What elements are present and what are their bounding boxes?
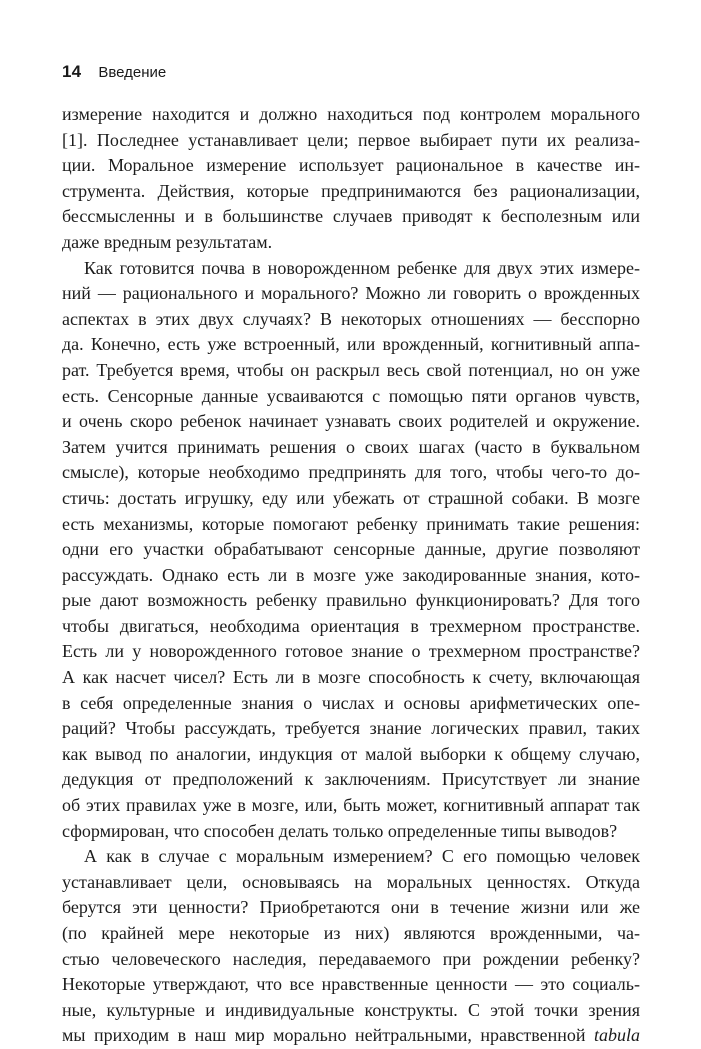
text-line: (по крайней мере некоторые из них) являются врожденными, ча- [62, 923, 640, 943]
text-line: струмента. Действия, которые предпринимаются без рационализации, [62, 180, 640, 201]
text-line: ции. Моральное измерение использует рациональное в качестве ин- [62, 155, 640, 176]
text-line: есть механизмы, которые помогают ребенку принимать такие решения: [62, 513, 640, 534]
text-line: стью человеческого наследия, передаваемого при рождении ребенку? [62, 948, 640, 969]
text-line: Некоторые утверждают, что все нравственные ценности — это социаль- [62, 974, 640, 995]
text-line: стичь: достать игрушку, еду или убежать от страшной собаки. В мозге [62, 487, 640, 508]
text-line: раций? Чтобы рассуждать, требуется знание логических правил, таких [62, 718, 640, 739]
text-line-content: мы приходим в наш мир морально нейтральными, нравственной [62, 1025, 586, 1046]
text-line: одни его участки обрабатывают сенсорные данные, другие позволяют [62, 539, 640, 560]
text-line: смысле), которые необходимо предпринять для того, чтобы чего-то до- [62, 462, 640, 483]
text-line: рассуждать. Однако есть ли в мозге уже закодированные знания, кото- [62, 564, 640, 585]
text-line: Есть ли у новорожденного готовое знание о трехмерном пространстве? [62, 641, 640, 662]
text-line: сформирован, что способен делать только определенные типы выводов? [62, 820, 618, 841]
text-line: Затем учится принимать решения о своих шагах (часто в буквальном [62, 436, 640, 457]
text-line: есть. Сенсорные данные усваиваются с помощью пяти органов чувств, [62, 385, 640, 406]
text-line: Как готовится почва в новорожденном ребенке для двух этих измере- [84, 257, 640, 278]
text-line: А как в случае с моральным измерением? С его помощью человек [84, 846, 640, 867]
text-line: ные, культурные и индивидуальные конструкты. С этой точки зрения [62, 999, 640, 1020]
text-line: как вывод по аналогии, индукция от малой выборки к общему случаю, [62, 743, 640, 764]
section-title: Введение [98, 64, 167, 81]
text-line: ний — рационального и морального? Можно ли говорить о врожденных [62, 283, 640, 304]
text-line: чтобы двигаться, необходима ориентация в трехмерном пространстве. [62, 615, 640, 636]
text-line: дедукция от предположений к заключениям. Присутствует ли знание [62, 769, 640, 790]
text-line: устанавливает цели, основываясь на моральных ценностях. Откуда [62, 871, 640, 892]
text-line: бессмысленны и в большинстве случаев приводят к бесполезным или [62, 206, 640, 227]
text-line: А как насчет чисел? Есть ли в мозге способность к счету, включающая [62, 667, 640, 688]
text-line: об этих правилах уже в мозге, или, быть может, когнитивный аппарат так [62, 795, 640, 816]
text-line: аспектах в этих двух случаях? В некоторых отношениях — бесспорно [62, 308, 640, 329]
text-line: рат. Требуется время, чтобы он раскрыл весь свой потенциал, но он уже [62, 359, 640, 380]
text-line: берутся эти ценности? Приобретаются они в течение жизни или же [62, 897, 640, 918]
page-number: 14 [62, 62, 82, 81]
running-header [62, 62, 166, 86]
text-line: и очень скоро ребенок начинает узнавать своих родителей и окружение. [62, 411, 640, 432]
italic-term: tabula [593, 1025, 640, 1046]
body-text [62, 102, 640, 1049]
text-line: даже вредным результатам. [62, 231, 273, 252]
text-line: рые дают возможность ребенку правильно функционировать? Для того [62, 590, 640, 611]
text-line: в себя определенные знания о числах и основы арифметических опе- [62, 692, 640, 713]
text-line: да. Конечно, есть уже встроенный, или врожденный, когнитивный аппа- [62, 334, 640, 355]
text-line: измерение находится и должно находиться под контролем морального [62, 104, 640, 124]
text-line [62, 1023, 640, 1049]
text-line: [1]. Последнее устанавливает цели; первое выбирает пути их реализа- [62, 129, 640, 150]
